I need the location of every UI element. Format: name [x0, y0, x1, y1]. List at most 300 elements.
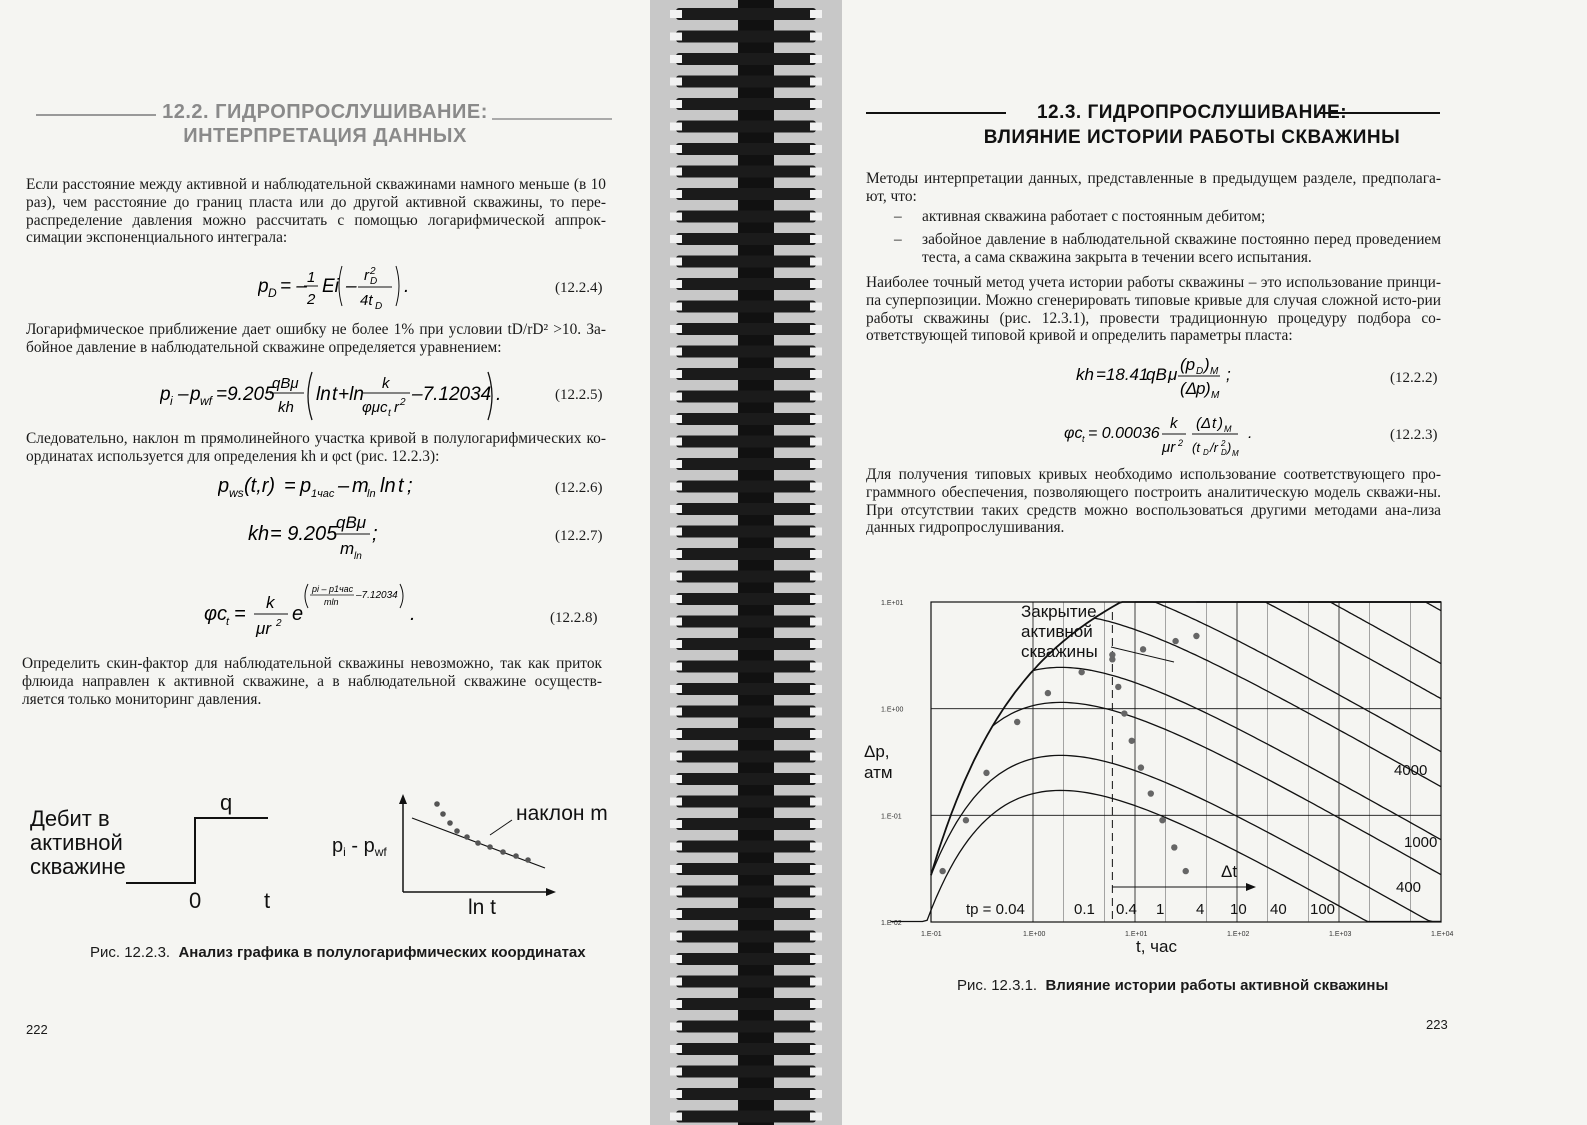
- binding-hole-right: [810, 10, 822, 18]
- svg-text:m: m: [340, 539, 355, 558]
- left-section-title-line1: 12.2. ГИДРОПРОСЛУШИВАНИЕ:: [162, 101, 488, 123]
- binding-hole-right: [810, 303, 822, 311]
- binding-hole-left: [670, 685, 682, 693]
- svg-text:): ): [1204, 355, 1210, 374]
- svg-text:t: t: [332, 384, 338, 405]
- svg-text:φc: φc: [204, 603, 228, 625]
- binding-hole-left: [670, 393, 682, 401]
- left-figure-caption: [90, 944, 586, 961]
- tp-value-label: 40: [1270, 901, 1287, 918]
- binding-loop: [676, 953, 816, 965]
- x-tick-label: 1.E+04: [1431, 931, 1454, 938]
- binding-hole-left: [670, 1090, 682, 1098]
- semilog-point: [525, 857, 531, 863]
- binding-hole-left: [670, 978, 682, 986]
- x-tick-label: 1.E+02: [1227, 931, 1250, 938]
- binding-hole-right: [810, 1000, 822, 1008]
- svg-text:p: p: [1196, 379, 1206, 398]
- binding-hole-right: [810, 325, 822, 333]
- binding-loop: [676, 683, 816, 695]
- svg-text:): ): [1218, 415, 1223, 432]
- binding-loop: [676, 863, 816, 875]
- semilog-point: [475, 840, 481, 846]
- left-page: [0, 0, 650, 1125]
- binding-hole-right: [810, 168, 822, 176]
- buildup-data-point: [1121, 710, 1127, 716]
- svg-text:2: 2: [307, 291, 316, 308]
- equation-12-2-3: [1064, 408, 1264, 470]
- svg-text:k: k: [266, 593, 275, 612]
- binding-hole-left: [670, 798, 682, 806]
- shutin-annotation-line2: активной: [1021, 622, 1093, 641]
- right-bullet-1: активная скважина работает с постоянным дебитом;: [922, 208, 1266, 225]
- binding-hole-right: [810, 123, 822, 131]
- equation-12-2-8: [204, 578, 424, 648]
- svg-text:qB: qB: [1146, 365, 1167, 384]
- binding-hole-right: [810, 55, 822, 63]
- semilog-point: [447, 820, 453, 826]
- drawdown-data-point: [1014, 719, 1020, 725]
- binding-hole-right: [810, 348, 822, 356]
- svg-text:r: r: [364, 267, 369, 284]
- left-section-title: [160, 100, 490, 148]
- binding-hole-right: [810, 145, 822, 153]
- svg-text:= 0.00036: = 0.00036: [1088, 425, 1160, 442]
- binding-hole-right: [810, 640, 822, 648]
- y-tick-label: 1.E-01: [881, 813, 902, 821]
- figure-12-2-3: [20, 790, 620, 920]
- binding-hole-left: [670, 955, 682, 963]
- binding-loop: [676, 346, 816, 358]
- binding-hole-right: [810, 258, 822, 266]
- svg-text:(p: (p: [1180, 355, 1196, 374]
- binding-hole-right: [810, 438, 822, 446]
- right-figure-caption: [957, 977, 1388, 994]
- binding-loop: [676, 1088, 816, 1100]
- binding-hole-left: [670, 865, 682, 873]
- equation-number-12-2-8-text: 12.2.8: [555, 610, 593, 626]
- binding-hole-left: [670, 708, 682, 716]
- binding-hole-left: [670, 1023, 682, 1031]
- binding-hole-left: [670, 325, 682, 333]
- zero-label: 0: [189, 888, 202, 913]
- binding-loop: [676, 166, 816, 178]
- svg-text:M: M: [1210, 366, 1219, 377]
- binding-loop: [676, 256, 816, 268]
- binding-hole-right: [810, 910, 822, 918]
- binding-hole-right: [810, 415, 822, 423]
- binding-hole-left: [670, 730, 682, 738]
- semilog-point: [513, 853, 519, 859]
- binding-hole-right: [810, 1090, 822, 1098]
- chart-y-label-line2: атм: [864, 763, 893, 782]
- svg-text:k: k: [1170, 415, 1178, 432]
- equation-12-2-6-svg: [218, 470, 438, 504]
- binding-hole-left: [670, 618, 682, 626]
- equation-12-2-5-svg: [160, 368, 510, 424]
- buildup-data-point: [1138, 764, 1144, 770]
- binding-hole-left: [670, 78, 682, 86]
- binding-hole-left: [670, 145, 682, 153]
- equation-12-2-6: [218, 470, 438, 510]
- binding-hole-right: [810, 798, 822, 806]
- svg-text:p: p: [218, 475, 230, 497]
- svg-text:D: D: [370, 276, 378, 287]
- svg-text:k: k: [382, 375, 390, 392]
- binding-hole-right: [810, 663, 822, 671]
- spiral-binding-svg: [650, 0, 842, 1125]
- binding-loop: [676, 548, 816, 560]
- equation-12-2-4-svg: [258, 260, 438, 312]
- drawdown-data-point: [983, 770, 989, 776]
- equation-number-12-2-8: (12.2.8): [550, 610, 598, 626]
- binding-hole-right: [810, 978, 822, 986]
- binding-hole-left: [670, 213, 682, 221]
- shutin-annotation-line3: скважины: [1021, 642, 1098, 661]
- svg-text:M: M: [1211, 390, 1220, 401]
- binding-hole-left: [670, 348, 682, 356]
- binding-hole-left: [670, 235, 682, 243]
- slope-label: наклон m: [516, 802, 608, 825]
- binding-hole-right: [810, 1113, 822, 1121]
- svg-text:): ): [1227, 440, 1232, 455]
- right-paragraph-3: Для получения типовых кривых необходимо использование соответствующего про-граммного обеспечения, позволяющего построить аналитическую модель скважи-ны. При отсутствии таких средств можно воспользоваться другими методами ана-лиза данных гидропрослушивания.: [866, 466, 1441, 537]
- binding-loop: [676, 773, 816, 785]
- binding-hole-left: [670, 258, 682, 266]
- binding-hole-left: [670, 100, 682, 108]
- binding-loop: [676, 121, 816, 133]
- svg-text:μr: μr: [1162, 439, 1176, 456]
- svg-text:–7.12034: –7.12034: [412, 384, 492, 405]
- binding-loop: [676, 908, 816, 920]
- svg-text:Ei: Ei: [322, 276, 339, 297]
- svg-text:p: p: [160, 384, 171, 405]
- equation-12-2-4: [258, 260, 438, 318]
- svg-text:;: ;: [1226, 365, 1231, 384]
- svg-text:=: =: [234, 603, 246, 625]
- binding-loop: [676, 436, 816, 448]
- svg-text:2: 2: [276, 618, 282, 629]
- binding-loop: [676, 728, 816, 740]
- equation-number-12-2-6: (12.2.6): [555, 480, 603, 496]
- svg-text:=18.41: =18.41: [1096, 365, 1149, 384]
- buildup-type-curve: [931, 755, 1441, 921]
- binding-hole-right: [810, 213, 822, 221]
- tp-value-label: 10: [1230, 901, 1247, 918]
- svg-text:p: p: [258, 276, 269, 297]
- equation-12-2-3-svg: [1064, 408, 1264, 464]
- type-curve-chart: [856, 592, 1456, 962]
- svg-text:D: D: [375, 301, 383, 312]
- binding-hole-right: [810, 550, 822, 558]
- buildup-data-point: [1115, 684, 1121, 690]
- chart-curve-labels: [966, 762, 1437, 918]
- q-label: q: [220, 790, 233, 815]
- svg-text:= 9.205: = 9.205: [270, 523, 338, 545]
- binding-loop: [676, 278, 816, 290]
- equation-number-12-2-7: (12.2.7): [555, 528, 603, 544]
- binding-loop: [676, 211, 816, 223]
- binding-loop: [676, 886, 816, 898]
- svg-text:–: –: [338, 475, 350, 497]
- left-section-title-line2: ИНТЕРПРЕТАЦИЯ ДАННЫХ: [183, 125, 467, 147]
- binding-hole-left: [670, 123, 682, 131]
- binding-hole-right: [810, 483, 822, 491]
- svg-text:t: t: [1082, 434, 1085, 444]
- binding-hole-right: [810, 1068, 822, 1076]
- svg-text:r: r: [394, 399, 399, 416]
- svg-text:ln: ln: [367, 488, 376, 500]
- binding-loop: [676, 323, 816, 335]
- buildup-data-point: [1148, 790, 1154, 796]
- binding-hole-right: [810, 618, 822, 626]
- tp-value-label: 0.1: [1074, 901, 1095, 918]
- left-paragraph-3: Следовательно, наклон m прямолинейного участка кривой в полулогарифмических ко-ординатах используется для определения kh и φct (рис. 12.2.3):: [26, 430, 606, 465]
- spiral-binding: [650, 0, 842, 1125]
- right-caption-title: Влияние истории работы активной скважины: [1045, 977, 1389, 994]
- binding-hole-right: [810, 1023, 822, 1031]
- binding-hole-right: [810, 528, 822, 536]
- binding-hole-left: [670, 303, 682, 311]
- type-curve-label: 400: [1396, 879, 1422, 896]
- binding-hole-right: [810, 775, 822, 783]
- svg-text:+ln: +ln: [338, 384, 364, 405]
- svg-text:ln: ln: [316, 384, 331, 405]
- svg-text:.: .: [410, 603, 416, 625]
- tp-label: tp = 0.04: [966, 901, 1025, 918]
- y-tick-label: 1.E+00: [881, 706, 904, 714]
- binding-hole-left: [670, 1068, 682, 1076]
- binding-hole-left: [670, 753, 682, 761]
- binding-hole-right: [810, 753, 822, 761]
- binding-hole-left: [670, 775, 682, 783]
- equation-number-12-2-4-text: 12.2.4: [560, 280, 598, 296]
- svg-text:p: p: [190, 384, 201, 405]
- binding-hole-left: [670, 483, 682, 491]
- tp-value-label: 4: [1196, 901, 1205, 918]
- x-tick-label: 1.E+00: [1023, 931, 1046, 938]
- drawdown-data-point: [1045, 690, 1051, 696]
- binding-hole-right: [810, 955, 822, 963]
- right-section-title: [962, 100, 1422, 150]
- binding-hole-right: [810, 235, 822, 243]
- svg-text:φμc: φμc: [362, 399, 388, 416]
- binding-loop: [676, 931, 816, 943]
- svg-text:= –: = –: [280, 276, 307, 297]
- right-paragraph-2: Наиболее точный метод учета истории работы скважины – это использование принци-па суперпозиции. Можно сгенерировать типовые кривые для случая сложной исто-рии работы скважины (рис. 12.3.1), провести традиционную процедуру подбора со-ответствующей типовой кривой и определить параметры пласта:: [866, 274, 1441, 345]
- binding-hole-left: [670, 168, 682, 176]
- equation-number-12-2-2-text: 12.2.2: [1395, 370, 1433, 386]
- drawdown-data-point: [1140, 646, 1146, 652]
- right-section-title-line1: 12.3. ГИДРОПРОСЛУШИВАНИЕ:: [1036, 102, 1348, 123]
- buildup-data-point: [1109, 652, 1115, 658]
- right-section-title-line2: ВЛИЯНИЕ ИСТОРИИ РАБОТЫ СКВАЖИНЫ: [983, 127, 1401, 148]
- svg-text:.: .: [404, 276, 410, 297]
- equation-number-12-2-5: (12.2.5): [555, 387, 603, 403]
- drawdown-data-point: [939, 868, 945, 874]
- svg-text:/r: /r: [1210, 440, 1218, 455]
- svg-text:(Δ: (Δ: [1180, 379, 1198, 398]
- buildup-type-curve: [992, 702, 1441, 874]
- binding-hole-left: [670, 10, 682, 18]
- drawdown-data-point: [1172, 638, 1178, 644]
- binding-loop: [676, 796, 816, 808]
- left-page-number: 222: [26, 1022, 48, 1037]
- rate-label-line2: активной: [30, 830, 123, 855]
- right-caption-prefix: Рис. 12.3.1.: [957, 977, 1038, 994]
- drawdown-data-point: [963, 817, 969, 823]
- equation-12-2-2: [1076, 350, 1246, 412]
- tp-value-label: 0.4: [1116, 901, 1137, 918]
- equation-12-2-2-svg: [1076, 350, 1246, 406]
- binding-hole-left: [670, 55, 682, 63]
- binding-hole-left: [670, 370, 682, 378]
- equation-12-2-7-svg: [248, 512, 388, 564]
- buildup-data-point: [1171, 844, 1177, 850]
- binding-hole-right: [810, 685, 822, 693]
- svg-text:): ): [1205, 379, 1211, 398]
- svg-text:D: D: [1196, 366, 1204, 377]
- binding-loop: [676, 413, 816, 425]
- svg-text:.: .: [496, 384, 502, 405]
- binding-hole-left: [670, 843, 682, 851]
- svg-text:p: p: [300, 475, 312, 497]
- svg-text:2: 2: [400, 397, 406, 408]
- binding-hole-right: [810, 888, 822, 896]
- svg-text:i: i: [170, 394, 173, 408]
- buildup-type-curve: [1135, 602, 1441, 752]
- binding-hole-left: [670, 888, 682, 896]
- right-bullet-1-dash: –: [894, 208, 902, 225]
- chart-x-label: t, час: [1136, 937, 1177, 956]
- svg-text:2: 2: [1221, 439, 1226, 448]
- y-tick-label: 1.E-02: [881, 920, 902, 927]
- binding-hole-right: [810, 280, 822, 288]
- svg-text:(t: (t: [1192, 440, 1200, 455]
- svg-text:;: ;: [372, 523, 378, 545]
- equation-12-2-5: [160, 368, 510, 430]
- left-title-rule-left: [36, 114, 156, 116]
- type-curve-label: 1000: [1404, 834, 1438, 851]
- svg-text:=: =: [284, 475, 296, 497]
- svg-text:4t: 4t: [360, 292, 373, 309]
- equation-number-12-2-2: (12.2.2): [1390, 370, 1438, 386]
- binding-loop: [676, 638, 816, 650]
- binding-hole-right: [810, 820, 822, 828]
- binding-loop: [676, 53, 816, 65]
- svg-text:–: –: [178, 384, 189, 405]
- drawdown-data-point: [1078, 669, 1084, 675]
- svg-text:t: t: [226, 616, 230, 628]
- binding-loop: [676, 1111, 816, 1123]
- equation-number-12-2-3-text: 12.2.3: [1395, 427, 1433, 443]
- svg-text:e: e: [292, 603, 304, 625]
- semilog-point: [487, 844, 493, 850]
- binding-loop: [676, 818, 816, 830]
- binding-loop: [676, 458, 816, 470]
- svg-text:pi – p1час: pi – p1час: [312, 584, 354, 594]
- svg-text:kh: kh: [1076, 365, 1094, 384]
- binding-loop: [676, 391, 816, 403]
- binding-hole-left: [670, 1113, 682, 1121]
- y-tick-label: 1.E+01: [881, 600, 904, 607]
- delta-t-label: Δt: [1221, 862, 1238, 881]
- svg-text:t: t: [388, 408, 391, 419]
- right-bullet-2-dash: –: [894, 231, 902, 248]
- binding-loop: [676, 616, 816, 628]
- left-paragraph-4: Определить скин-фактор для наблюдательной скважины невозможно, так как приток флюида направлен к активной скважине, а в наблюдательной скважине осуществ-ляется только мониторинг давления.: [22, 655, 602, 708]
- svg-text:2: 2: [1178, 438, 1184, 448]
- binding-hole-right: [810, 865, 822, 873]
- type-curve-label: 4000: [1394, 762, 1428, 779]
- binding-hole-left: [670, 595, 682, 603]
- rate-step-line: [126, 818, 268, 883]
- svg-text:m: m: [352, 475, 369, 497]
- binding-hole-right: [810, 393, 822, 401]
- binding-loop: [676, 31, 816, 43]
- svg-text:M: M: [1232, 449, 1239, 458]
- binding-hole-right: [810, 595, 822, 603]
- binding-hole-right: [810, 933, 822, 941]
- binding-hole-right: [810, 370, 822, 378]
- svg-text:t: t: [1212, 415, 1217, 432]
- binding-loop: [676, 526, 816, 538]
- binding-loop: [676, 98, 816, 110]
- binding-loop: [676, 481, 816, 493]
- semilog-point: [434, 801, 440, 807]
- binding-hole-left: [670, 1045, 682, 1053]
- binding-loop: [676, 301, 816, 313]
- ln-t-label: ln t: [468, 896, 497, 919]
- right-paragraph-1: Методы интерпретации данных, представленные в предыдущем разделе, предполага-ют, что:: [866, 170, 1441, 205]
- semilog-x-arrow: [546, 888, 556, 896]
- pressure-drop-label: $p_i - p_{wf}$: [332, 835, 387, 859]
- svg-text:D: D: [1203, 448, 1209, 457]
- svg-text:(t,r): (t,r): [244, 475, 276, 497]
- binding-loop: [676, 188, 816, 200]
- binding-loop: [676, 143, 816, 155]
- binding-hole-left: [670, 663, 682, 671]
- left-paragraph-1: Если расстояние между активной и наблюдательной скважинами намного меньше (в 10 раз), чем расстояние до границ пласта или до другой активной скважины, то пере-распределение давления можно рассчитать с помощью логарифмической аппрок-симации экспоненциального интеграла:: [26, 176, 606, 247]
- buildup-data-point: [1159, 817, 1165, 823]
- chart-y-label-line1: Δp,: [864, 742, 890, 761]
- left-caption-prefix: Рис. 12.2.3.: [90, 944, 171, 961]
- binding-hole-left: [670, 438, 682, 446]
- binding-loop: [676, 503, 816, 515]
- binding-hole-right: [810, 100, 822, 108]
- svg-text:=9.205: =9.205: [216, 384, 275, 405]
- binding-hole-right: [810, 708, 822, 716]
- right-bullet-2: забойное давление в наблюдательной скважине постоянно перед проведением теста, а сама скважина закрыта в течении всего испытания.: [922, 231, 1441, 266]
- svg-text:μ: μ: [1168, 365, 1178, 384]
- x-tick-label: 1.E+01: [1125, 931, 1148, 938]
- binding-loop: [676, 841, 816, 853]
- binding-hole-left: [670, 528, 682, 536]
- equation-number-12-2-6-text: 12.2.6: [560, 480, 598, 496]
- svg-text:ln: ln: [380, 475, 396, 497]
- svg-text:(Δ: (Δ: [1196, 415, 1212, 432]
- binding-loop: [676, 661, 816, 673]
- binding-loop: [676, 593, 816, 605]
- equation-number-12-2-3: (12.2.3): [1390, 427, 1438, 443]
- svg-text:M: M: [1224, 424, 1232, 434]
- binding-loop: [676, 368, 816, 380]
- left-paragraph-2: Логарифмическое приближение дает ошибку не более 1% при условии tD/rD² >10. За-бойное давление в наблюдательной скважине определяется уравнением:: [26, 321, 606, 356]
- svg-text:–7.12034: –7.12034: [356, 590, 398, 601]
- svg-text:kh: kh: [278, 399, 294, 416]
- svg-text:mln: mln: [324, 597, 339, 607]
- delta-t-arrowhead: [1246, 883, 1256, 891]
